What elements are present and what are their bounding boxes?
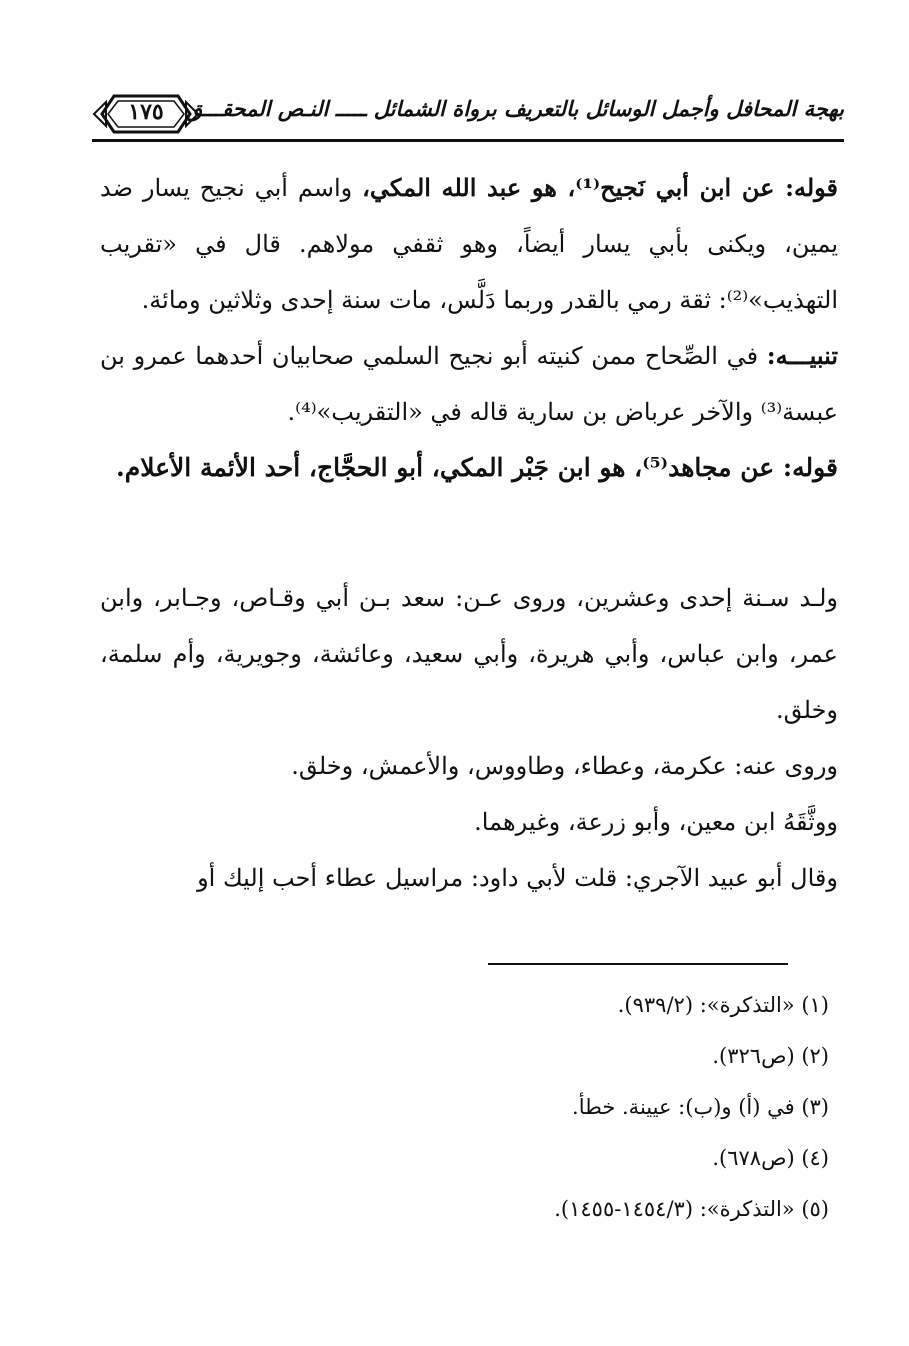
footnote: (١) «التذكرة»: (٩٣٩/٢).: [617, 993, 829, 1017]
footnote: (٣) في (أ) و(ب): عيينة. خطأ.: [572, 1095, 829, 1119]
note-paragraph: [100, 328, 838, 440]
paragraph-text: ووثَّقَهُ ابن معين، وأبو زرعة، وغيرهما.: [474, 808, 838, 836]
footnote-separator: [488, 963, 788, 965]
paragraph-text: وقال أبو عبيد الآجري: قلت لأبي داود: مراسيل عطاء أحب إليك أو: [197, 864, 838, 892]
paragraph-text: ولـد سـنة إحدى وعشرين، وروى عـن: سعد بـن أبي وقـاص، وجـابر، وابن عمر، وابن عباس، وأبي هريرة، وأبي سعيد، وعائشة، وجويرية، وأم سلمة، وخلق.: [100, 584, 838, 724]
footnote: (٤) (ص٦٧٨).: [712, 1146, 829, 1170]
header-rule: [92, 139, 844, 142]
paragraph-lead: قوله: عن ابن أبي نَجيح⁽¹⁾، هو عبد الله المكي،: [362, 173, 838, 202]
page-number: ١٧٥: [128, 99, 164, 125]
paragraph-text: في الصِّحاح ممن كنيته أبو نجيح السلمي صحابيان أحدهما عمرو بن عبسة⁽³⁾ والآخر عرباض بن سارية قاله في «التقريب»⁽⁴⁾.: [100, 342, 838, 426]
page-header: [92, 92, 844, 148]
paragraph-text: واسم أبي نجيح يسار ضد يمين، ويكنى بأبي يسار أيضاً، وهو ثقفي مولاهم. قال في «تقريب التهذيب»⁽²⁾: ثقة رمي بالقدر وربما دَلَّس، مات سنة إحدى وثلاثين ومائة.: [100, 174, 838, 314]
paragraph-text: وروى عنه: عكرمة، وعطاء، وطاووس، والأعمش، وخلق.: [291, 752, 838, 780]
page-number-badge: [92, 92, 200, 136]
footnotes: [229, 980, 829, 1235]
paragraph: [100, 794, 838, 850]
paragraph: [100, 850, 838, 906]
paragraph-lead: تنبيـــه:: [766, 341, 838, 370]
paragraph: [100, 440, 838, 496]
paragraph: [100, 160, 838, 328]
footnote: (٥) «التذكرة»: (١٤٥٤/٣-١٤٥٥).: [554, 1197, 829, 1221]
paragraph-lead: قوله: عن مجاهد⁽⁵⁾، هو ابن جَبْر المكي، أبو الحجَّاج، أحد الأئمة الأعلام.: [116, 453, 838, 482]
footnote: (٢) (ص٣٢٦).: [712, 1044, 829, 1068]
paragraph: [100, 738, 838, 794]
paragraph: [100, 570, 838, 738]
running-header-title: بهجة المحافل وأجمل الوسائل بالتعريف برواة الشمائل ـــــ النـص المحقـــق: [186, 96, 844, 121]
